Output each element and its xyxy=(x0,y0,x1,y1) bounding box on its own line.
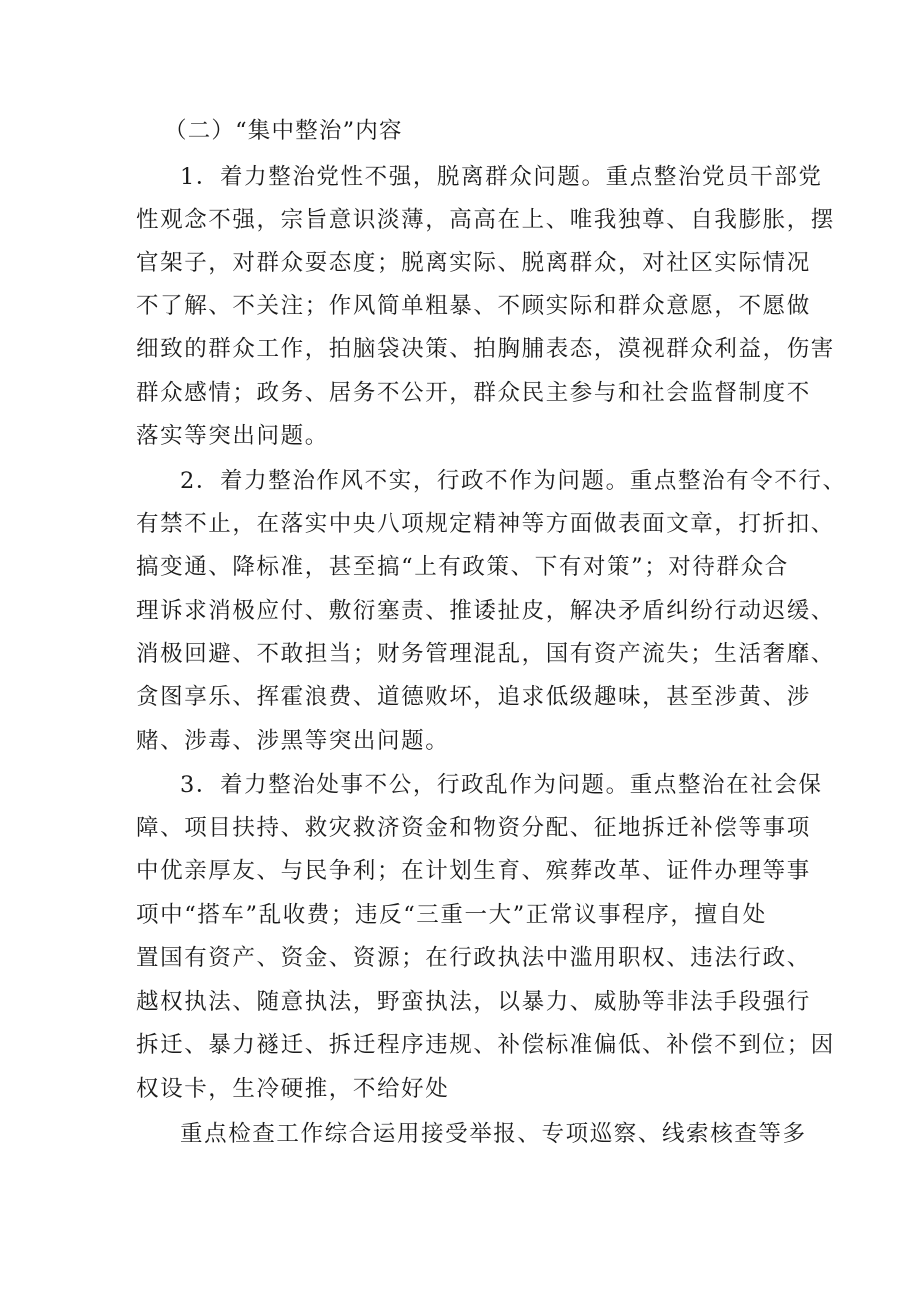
paragraph-3-line-8: 权设卡，生冷硬推，不给好处 xyxy=(136,1076,450,1102)
paragraph-3-line-2: 障、项目扶持、救灾救济资金和物资分配、征地拆迁补偿等事项 xyxy=(136,815,811,841)
paragraph-4-line-1: 重点检查工作综合运用接受举报、专项巡察、线索核查等多 xyxy=(180,1121,807,1147)
paragraph-1-line-4: 不了解、不关注；作风简单粗暴、不顾实际和群众意愿，不愿做 xyxy=(136,293,811,319)
paragraph-2-line-2: 有禁不止，在落实中央八项规定精神等方面做表面文章，打折扣、 xyxy=(136,511,835,537)
section-heading: （二）“集中整治”内容 xyxy=(164,118,403,144)
paragraph-1-line-3: 官架子，对群众耍态度；脱离实际、脱离群众，对社区实际情况 xyxy=(136,250,811,276)
paragraph-2-line-7: 赌、涉毒、涉黑等突出问题。 xyxy=(136,728,450,754)
paragraph-3-line-5: 置国有资产、资金、资源；在行政执法中滥用职权、违法行政、 xyxy=(136,945,811,971)
paragraph-2-line-6: 贪图享乐、挥霍浪费、道德败坏，追求低级趣味，甚至涉黄、涉 xyxy=(136,684,811,710)
paragraph-3-line-4: 项中“搭车”乱收费；违反“三重一大”正常议事程序，擅自处 xyxy=(136,902,767,928)
paragraph-1-line-2: 性观念不强，宗旨意识淡薄，高高在上、唯我独尊、自我膨胀，摆 xyxy=(136,207,835,233)
paragraph-1-line-1: 1．着力整治党性不强，脱离群众问题。重点整治党员干部党 xyxy=(180,164,823,190)
paragraph-2-line-5: 消极回避、不敢担当；财务管理混乱，国有资产流失；生活奢靡、 xyxy=(136,641,835,667)
paragraph-1-line-7: 落实等突出问题。 xyxy=(136,423,329,449)
paragraph-3-line-1: 3．着力整治处事不公，行政乱作为问题。重点整治在社会保 xyxy=(180,772,823,798)
paragraph-2-line-1: 2．着力整治作风不实，行政不作为问题。重点整治有令不行、 xyxy=(180,468,847,494)
paragraph-3-line-7: 拆迁、暴力襚迁、拆迁程序违规、补偿标准偏低、补偿不到位；因 xyxy=(136,1032,835,1058)
paragraph-2-line-4: 理诉求消极应付、敷衍塞责、推诿扯皮，解决矛盾纠纷行动迟缓、 xyxy=(136,598,835,624)
paragraph-1-line-6: 群众感情；政务、居务不公开，群众民主参与和社会监督制度不 xyxy=(136,380,811,406)
paragraph-3-line-6: 越权执法、随意执法，野蛮执法，以暴力、威胁等非法手段强行 xyxy=(136,989,811,1015)
paragraph-1-line-5: 细致的群众工作，拍脑袋决策、拍胸脯表态，漠视群众利益，伤害 xyxy=(136,336,835,362)
paragraph-3-line-3: 中优亲厚友、与民争利；在计划生育、殡葬改革、证件办理等事 xyxy=(136,858,811,884)
paragraph-2-line-3: 搞变通、降标准，甚至搞“上有政策、下有对策”；对待群众合 xyxy=(136,554,789,580)
